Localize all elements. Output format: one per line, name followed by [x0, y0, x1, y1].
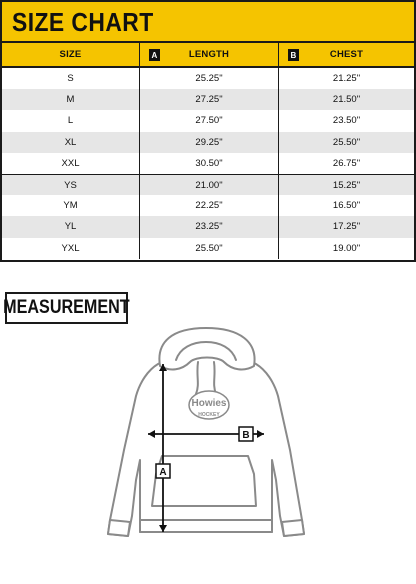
table-header-row: [2, 43, 414, 68]
length-badge: A: [149, 49, 160, 61]
size-cell: YS: [64, 179, 77, 191]
chest-cell: 23.50": [278, 110, 414, 131]
length-column-header: [139, 43, 278, 66]
length-cell: 23.25": [139, 216, 278, 237]
size-cell: XXL: [61, 157, 80, 169]
chest-cell: 17.25": [278, 216, 414, 237]
chest-cell: 21.50": [278, 89, 414, 110]
size-cell: YM: [63, 200, 78, 212]
logo-subtext: HOCKEY: [198, 412, 220, 418]
measurement-title: MEASUREMENT: [3, 297, 130, 318]
marker-b-label: B: [242, 430, 250, 441]
chest-cell: 16.50": [278, 195, 414, 216]
table-row: [2, 110, 414, 131]
chest-column-label: CHEST: [329, 49, 364, 60]
size-chart-header: [2, 2, 414, 43]
size-chart-table: [0, 0, 416, 262]
howies-logo: [189, 391, 229, 419]
table-row: [2, 153, 414, 174]
table-row: [2, 238, 414, 259]
chest-cell: 19.00": [278, 238, 414, 259]
table-row: [2, 68, 414, 89]
length-cell: 30.50": [139, 153, 278, 174]
size-cell: S: [67, 73, 74, 85]
table-body: [2, 68, 414, 259]
length-cell: 25.25": [139, 68, 278, 89]
table-row: [2, 132, 414, 153]
left-cuff: [108, 520, 130, 536]
marker-a-label: A: [159, 467, 167, 478]
hoodie-diagram: [0, 320, 416, 584]
size-cell: YL: [64, 221, 77, 233]
length-cell: 27.50": [139, 110, 278, 131]
length-cell: 22.25": [139, 195, 278, 216]
length-cell: 29.25": [139, 132, 278, 153]
size-cell: YXL: [61, 242, 80, 254]
size-cell: L: [67, 115, 74, 127]
length-column-label: LENGTH: [188, 49, 230, 60]
size-cell: XL: [64, 136, 77, 148]
table-row: [2, 195, 414, 216]
size-cell: M: [66, 94, 75, 106]
table-row: [2, 174, 414, 195]
hoodie-body-outline: [108, 356, 304, 536]
table-row: [2, 89, 414, 110]
right-cuff: [282, 520, 304, 536]
logo-text: Howies: [191, 398, 227, 409]
chest-cell: 15.25": [278, 175, 414, 195]
length-cell: 27.25": [139, 89, 278, 110]
chest-column-header: [278, 43, 414, 66]
size-chart-title: SIZE CHART: [12, 7, 154, 37]
table-row: [2, 216, 414, 237]
chest-cell: 25.50": [278, 132, 414, 153]
length-cell: 21.00": [139, 175, 278, 195]
chest-cell: 21.25": [278, 68, 414, 89]
chest-cell: 26.75": [278, 153, 414, 174]
chest-badge: B: [288, 49, 299, 61]
size-column-header: SIZE: [59, 49, 82, 60]
length-cell: 25.50": [139, 238, 278, 259]
